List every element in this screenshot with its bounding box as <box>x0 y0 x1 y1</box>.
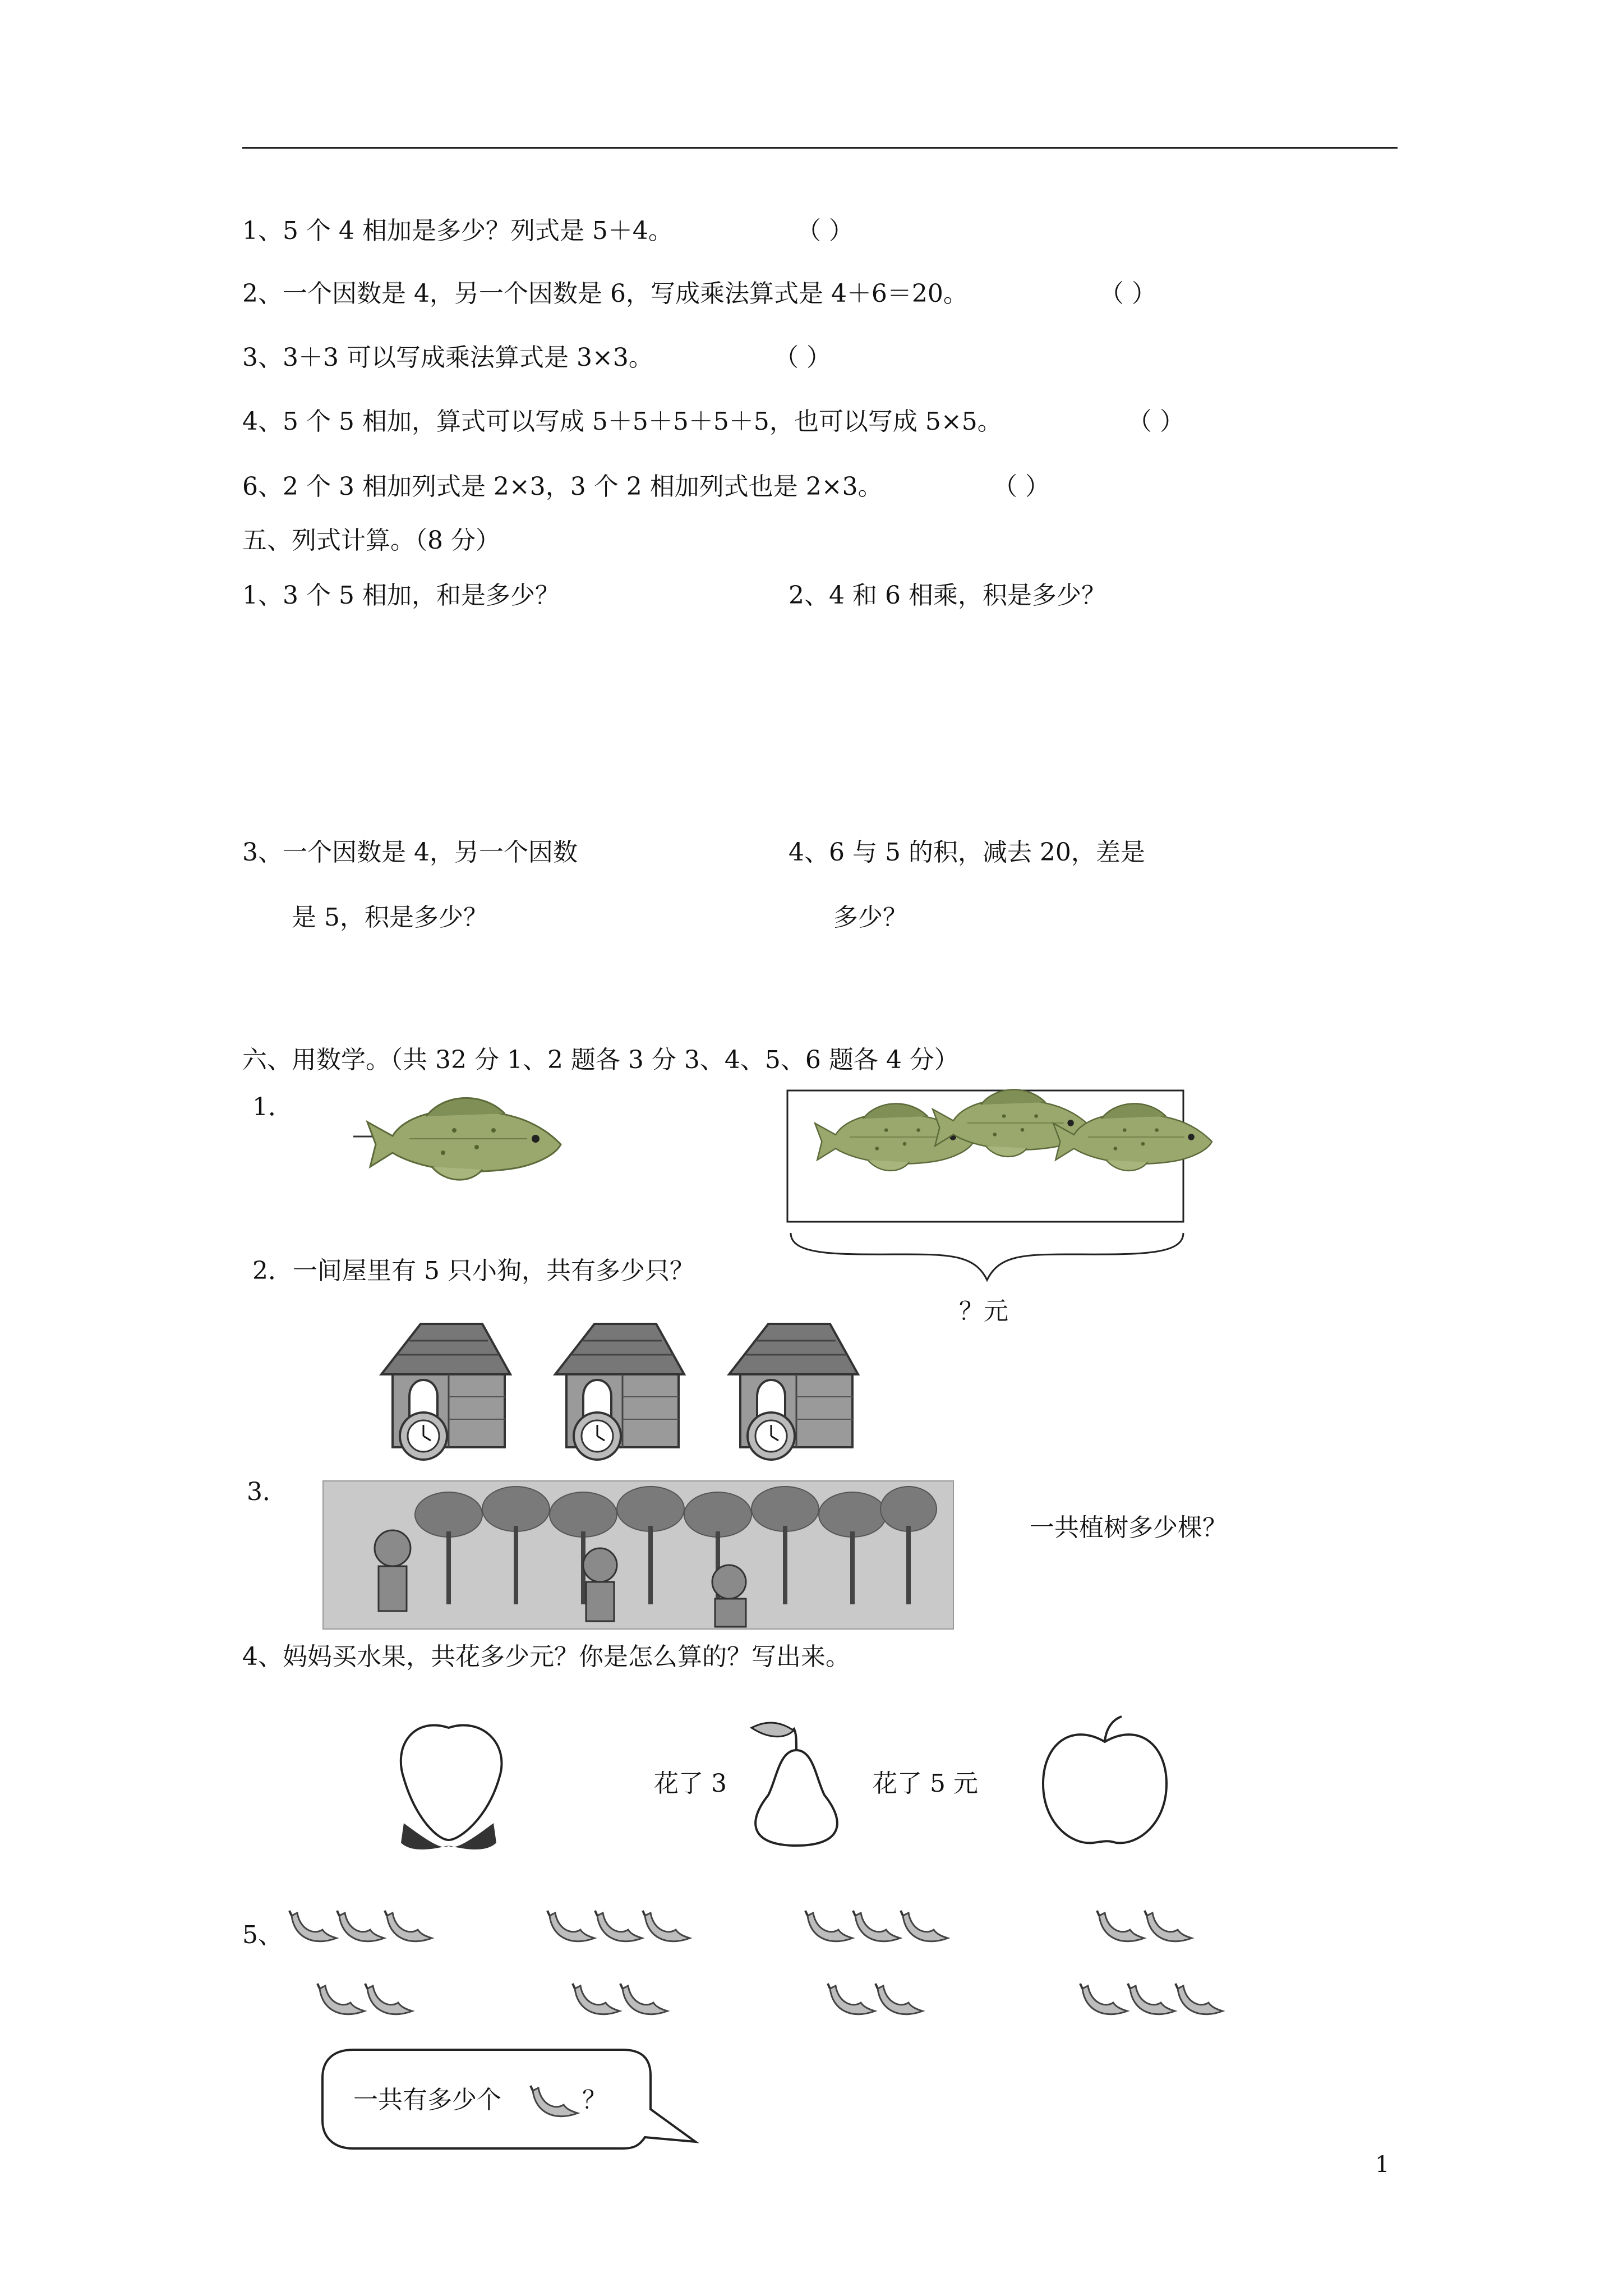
section6-heading: 六、用数学。（共 32 分 1、2 题各 3 分 3、4、5、6 题各 4 分） <box>242 1046 959 1074</box>
tf-bracket-3: （ ） <box>774 343 831 372</box>
tf-item-2: 2、一个因数是 4，另一个因数是 6，写成乘法算式是 4＋6＝20。 <box>242 279 968 308</box>
tf-item-6: 6、2 个 3 相加列式是 2×3，3 个 2 相加列式也是 2×3。 <box>242 472 883 501</box>
problem2-label: 2．一间屋里有 5 只小狗，共有多少只？ <box>252 1257 694 1285</box>
banana-group-3 <box>805 1911 948 2014</box>
tf-bracket-6: （ ） <box>993 472 1050 501</box>
problem4-spent-apple: 花了 5 元 <box>873 1769 978 1798</box>
problem5-bubble-end: ？ <box>582 2086 607 2114</box>
tf-item-1: 1、5 个 4 相加是多少？列式是 5＋4。 <box>242 217 673 245</box>
problem1-label: 1． <box>252 1093 293 1121</box>
section5-q1: 1、3 个 5 相加，和是多少？ <box>242 581 560 610</box>
tf-bracket-4: （ ） <box>1127 407 1184 436</box>
section5-q3-line1: 3、一个因数是 4，另一个因数 <box>242 838 578 867</box>
problem3-question: 一共植树多少棵？ <box>1030 1513 1227 1542</box>
problem4-spent-pear: 花了 3 <box>654 1769 727 1798</box>
problem1-brace-label: ？元 <box>959 1297 1008 1326</box>
tf-item-3: 3、3＋3 可以写成乘法算式是 3×3。 <box>242 343 653 372</box>
problem5-label: 5、 <box>242 1921 283 1949</box>
problem3-label: 3． <box>247 1478 287 1506</box>
tf-bracket-1: （ ） <box>796 217 854 245</box>
problem4-label: 4、妈妈买水果，共花多少元？你是怎么算的？写出来。 <box>242 1642 850 1671</box>
banana-group-2 <box>547 1911 690 2014</box>
section5-heading: 五、列式计算。（8 分） <box>242 526 500 555</box>
banana-group-4 <box>1080 1911 1223 2014</box>
problem5-bubble-text: 一共有多少个 <box>353 2086 501 2114</box>
section5-q4-line1: 4、6 与 5 的积，减去 20，差是 <box>789 838 1145 867</box>
tf-bracket-2: （ ） <box>1099 279 1156 308</box>
page-number: 1 <box>1375 2152 1390 2178</box>
section5-q2: 2、4 和 6 相乘，积是多少？ <box>789 581 1106 610</box>
tf-item-4: 4、5 个 5 相加，算式可以写成 5＋5＋5＋5＋5，也可以写成 5×5。 <box>242 407 1002 436</box>
section5-q4-line2: 多少？ <box>833 903 907 932</box>
section5-q3-line2: 是 5，积是多少？ <box>292 903 488 932</box>
banana-group-1 <box>289 1911 432 2014</box>
